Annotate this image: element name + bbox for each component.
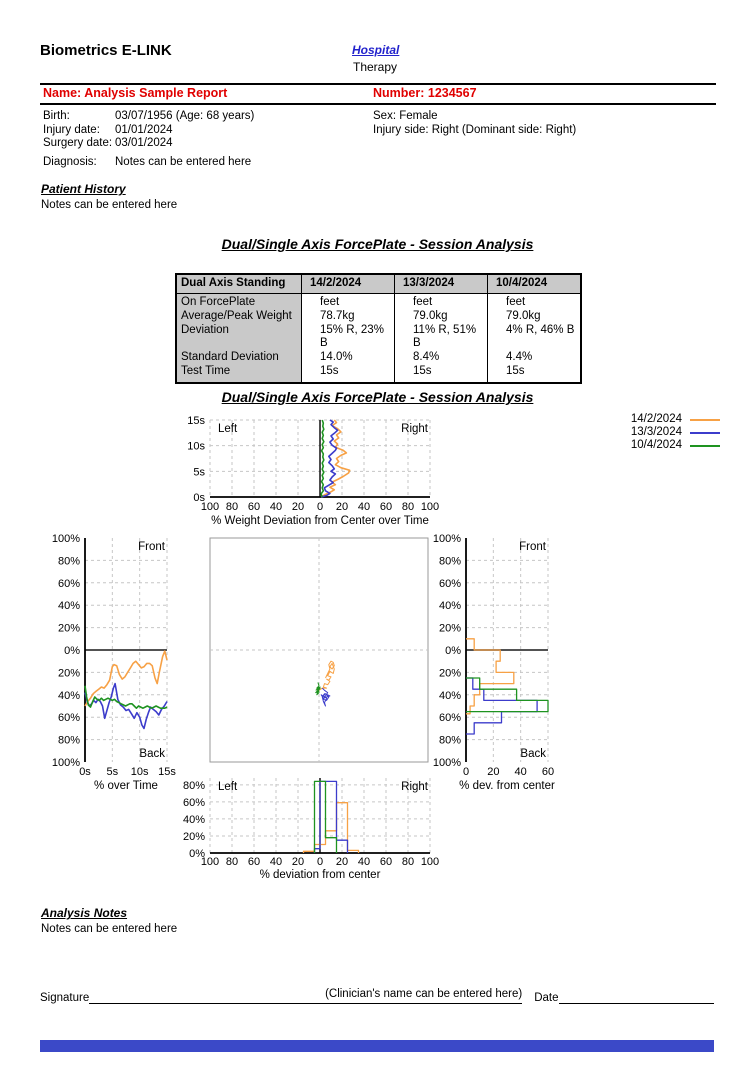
patient-info-right (373, 110, 576, 137)
svg-text:80%: 80% (438, 734, 461, 747)
legend-row (612, 439, 720, 452)
diagnosis-value: Notes can be entered here (115, 156, 252, 168)
legend-row (612, 426, 720, 439)
svg-text:100: 100 (420, 856, 440, 868)
svg-text:20%: 20% (57, 667, 80, 680)
svg-text:20%: 20% (438, 622, 461, 635)
row-value: 14.0% (302, 351, 395, 365)
svg-text:Right: Right (401, 781, 428, 793)
birth-label: Birth: (43, 110, 70, 122)
svg-text:Left: Left (218, 423, 238, 435)
row-value: 78.7kg (302, 310, 395, 324)
injury-date-label: Injury date: (43, 123, 100, 136)
svg-text:80%: 80% (57, 555, 80, 568)
chart-legend (612, 413, 720, 452)
svg-text:Back: Back (520, 748, 546, 760)
date-line (559, 988, 714, 1004)
svg-text:100: 100 (200, 856, 220, 868)
svg-text:40%: 40% (182, 813, 205, 826)
analysis-notes-heading: Analysis Notes (41, 906, 128, 920)
row-value: 15s (488, 365, 582, 383)
svg-text:% deviation from center: % deviation from center (259, 869, 381, 881)
row-value: 4% R, 46% B (488, 324, 582, 352)
row-label: Test Time (176, 365, 302, 383)
svg-text:Front: Front (519, 541, 546, 553)
svg-text:% Weight Deviation from Center: % Weight Deviation from Center over Time (211, 515, 429, 527)
report-number: Number: 1234567 (373, 86, 477, 100)
svg-text:5s: 5s (106, 766, 119, 778)
svg-text:Back: Back (139, 748, 165, 760)
table-row (176, 294, 581, 310)
row-label: Standard Deviation (176, 351, 302, 365)
svg-text:10s: 10s (187, 440, 205, 453)
svg-text:20%: 20% (57, 622, 80, 635)
date-label: Date (534, 992, 559, 1004)
row-value: 4.4% (488, 351, 582, 365)
legend-row (612, 413, 720, 426)
table-header-row (176, 274, 581, 294)
svg-text:60%: 60% (438, 712, 461, 725)
svg-text:0s: 0s (79, 766, 91, 778)
svg-text:80: 80 (401, 501, 415, 513)
svg-text:40%: 40% (438, 689, 461, 702)
svg-text:100%: 100% (432, 757, 461, 769)
clinic-department: Therapy (353, 60, 398, 74)
front-back-histogram (420, 528, 592, 797)
legend-line-blue (690, 432, 720, 434)
svg-text:40: 40 (269, 501, 283, 513)
svg-text:60: 60 (247, 501, 261, 513)
legend-label: 10/4/2024 (630, 439, 682, 451)
svg-text:80: 80 (225, 501, 239, 513)
svg-text:5s: 5s (193, 466, 205, 479)
svg-text:0: 0 (316, 856, 324, 868)
section-title-table: Dual/Single Axis ForcePlate - Session Analysis (221, 236, 534, 252)
svg-text:Front: Front (138, 541, 165, 553)
legend-label: 13/3/2024 (630, 426, 682, 438)
row-value: 79.0kg (488, 310, 582, 324)
row-label: Average/Peak Weight (176, 310, 302, 324)
table-header-date-3: 10/4/2024 (488, 274, 582, 294)
svg-text:80%: 80% (182, 779, 205, 792)
section-title-charts: Dual/Single Axis ForcePlate - Session Analysis (221, 389, 534, 405)
svg-text:100%: 100% (51, 533, 80, 545)
svg-text:% dev. from center: % dev. from center (459, 780, 555, 792)
svg-text:15s: 15s (187, 415, 205, 427)
svg-text:100%: 100% (432, 533, 461, 545)
svg-text:60%: 60% (182, 796, 205, 809)
surgery-date-value: 03/01/2024 (115, 137, 173, 149)
diagnosis-label: Diagnosis: (43, 156, 97, 168)
svg-text:100: 100 (200, 501, 220, 513)
svg-text:0: 0 (462, 766, 470, 778)
svg-text:20: 20 (291, 501, 305, 513)
signature-label: Signature (40, 992, 90, 1004)
svg-text:60%: 60% (438, 577, 461, 590)
analysis-notes-text: Notes can be entered here (41, 923, 178, 935)
sex-line: Sex: Female (373, 110, 438, 122)
svg-text:40: 40 (269, 856, 283, 868)
svg-text:0%: 0% (189, 848, 205, 860)
svg-text:60%: 60% (57, 712, 80, 725)
front-back-time-chart (38, 528, 202, 797)
table-row (176, 324, 581, 352)
svg-text:40: 40 (357, 501, 371, 513)
row-label: On ForcePlate (176, 294, 302, 310)
signature-row (40, 988, 714, 1004)
svg-text:80%: 80% (438, 555, 461, 568)
svg-text:60%: 60% (57, 577, 80, 590)
svg-text:Left: Left (218, 781, 238, 793)
svg-text:0%: 0% (64, 645, 80, 657)
legend-label: 14/2/2024 (630, 413, 682, 425)
svg-text:15s: 15s (158, 766, 176, 778)
center-of-pressure-trace (209, 537, 429, 768)
row-value: 15% R, 23% B (302, 324, 395, 352)
signature-line (89, 988, 522, 1004)
svg-text:20%: 20% (182, 830, 205, 843)
row-label: Deviation (176, 324, 302, 352)
deviation-histogram (178, 770, 450, 887)
row-value: 79.0kg (395, 310, 488, 324)
svg-text:Right: Right (401, 423, 428, 435)
svg-text:60: 60 (379, 501, 393, 513)
svg-text:100: 100 (420, 501, 440, 513)
svg-text:0%: 0% (445, 645, 461, 657)
row-value: feet (488, 294, 582, 310)
svg-text:60: 60 (541, 766, 555, 778)
svg-text:20: 20 (335, 501, 349, 513)
table-header-date-2: 13/3/2024 (395, 274, 488, 294)
table-row (176, 351, 581, 365)
patient-info-left (43, 110, 254, 151)
table-row (176, 365, 581, 383)
row-value: 11% R, 51% B (395, 324, 488, 352)
svg-text:20%: 20% (438, 667, 461, 680)
birth-value: 03/07/1956 (Age: 68 years) (115, 110, 255, 122)
patient-history-heading: Patient History (41, 182, 126, 196)
footer-bar (40, 1040, 714, 1052)
hospital-link[interactable]: Hospital (352, 43, 400, 57)
svg-text:60: 60 (379, 856, 393, 868)
table-header-cell: Dual Axis Standing (176, 274, 302, 294)
svg-text:40: 40 (357, 856, 371, 868)
svg-text:80: 80 (401, 856, 415, 868)
injury-date-value: 01/01/2024 (115, 123, 173, 136)
surgery-date-label: Surgery date: (43, 137, 113, 149)
svg-text:80: 80 (225, 856, 239, 868)
svg-text:20: 20 (291, 856, 305, 868)
app-title: Biometrics E-LINK (40, 42, 172, 59)
row-value: 8.4% (395, 351, 488, 365)
svg-text:0s: 0s (193, 492, 205, 504)
report-name: Name: Analysis Sample Report (43, 86, 228, 100)
row-value: feet (395, 294, 488, 310)
row-value: 15s (302, 365, 395, 383)
svg-text:% over Time: % over Time (94, 780, 158, 792)
svg-text:80%: 80% (57, 734, 80, 747)
row-value: 15s (395, 365, 488, 383)
svg-text:0: 0 (316, 501, 324, 513)
svg-text:20: 20 (487, 766, 500, 778)
svg-text:60: 60 (247, 856, 261, 868)
header-divider-top (40, 83, 716, 85)
svg-text:10s: 10s (130, 766, 149, 778)
clinician-name-hint: (Clinician's name can be entered here) (325, 988, 523, 1000)
weight-deviation-chart (178, 412, 450, 535)
legend-line-orange (690, 419, 720, 421)
diagnosis-row (43, 156, 251, 168)
svg-text:20: 20 (335, 856, 349, 868)
svg-text:100%: 100% (51, 757, 80, 769)
patient-history-notes: Notes can be entered here (41, 199, 178, 211)
svg-text:40: 40 (514, 766, 527, 778)
svg-text:40%: 40% (438, 600, 461, 613)
header-divider-bottom (40, 103, 716, 105)
table-header-date-1: 14/2/2024 (302, 274, 395, 294)
svg-text:40%: 40% (57, 600, 80, 613)
svg-text:40%: 40% (57, 689, 80, 702)
injury-side-line: Injury side: Right (Dominant side: Right) (373, 123, 577, 136)
session-analysis-table (175, 273, 582, 384)
row-value: feet (302, 294, 395, 310)
legend-line-green (690, 445, 720, 447)
table-row (176, 310, 581, 324)
